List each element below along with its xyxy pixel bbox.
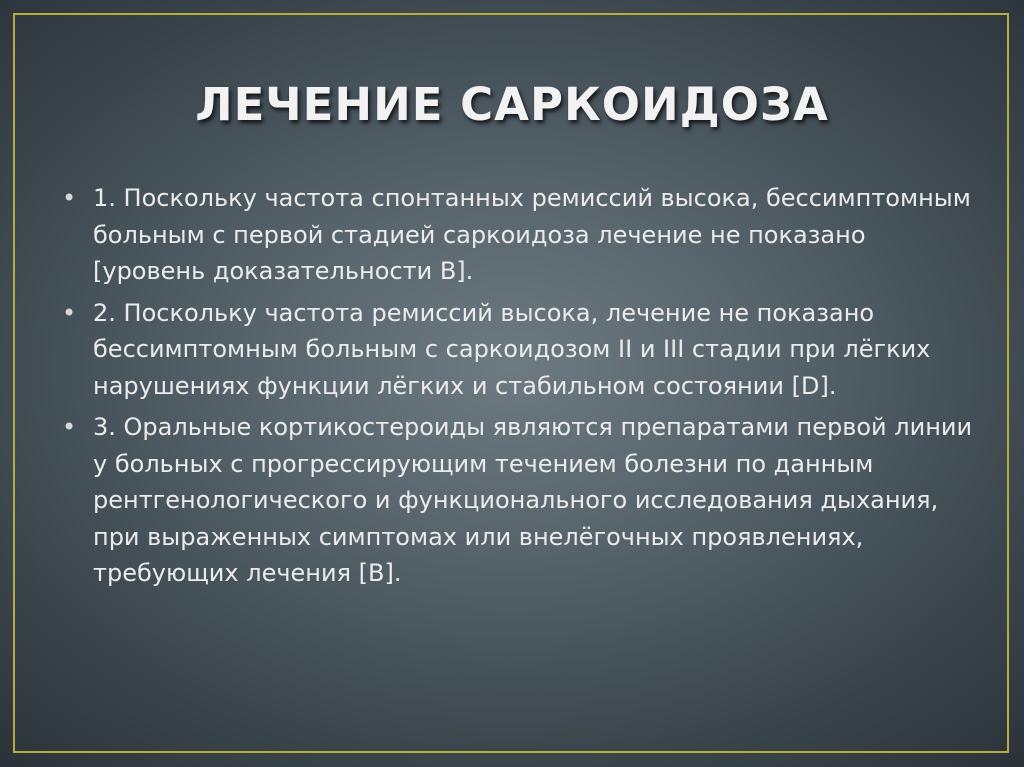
bullet-item-3	[62, 409, 982, 592]
bullet-icon: •	[62, 184, 77, 212]
bullet-list	[62, 180, 982, 597]
bullet-item-1	[62, 180, 982, 290]
bullet-icon: •	[62, 413, 77, 441]
bullet-item-2	[62, 295, 982, 405]
bullet-text: 2. Поскольку частота ремиссий высока, лечение не показано бессимптомным больным с саркоидозом II и III стадии при лёгких нарушениях функции лёгких и стабильном состоянии [D].	[93, 298, 931, 400]
bullet-text: 3. Оральные кортикостероиды являются препаратами первой линии у больных с прогрессирующим течением болезни по данным рентгенологического и функционального исследования дыхания, при выраженных симптомах или внелёгочных проявлениях, требующих лечения [B].	[93, 413, 973, 587]
bullet-icon: •	[62, 298, 77, 327]
slide-title: ЛЕЧЕНИЕ САРКОИДОЗА	[195, 78, 829, 131]
bullet-text: 1. Поскольку частота спонтанных ремиссий высока, бессимптомным больным с первой стадией саркоидоза лечение не показано [уровень доказательности B].	[93, 184, 971, 285]
